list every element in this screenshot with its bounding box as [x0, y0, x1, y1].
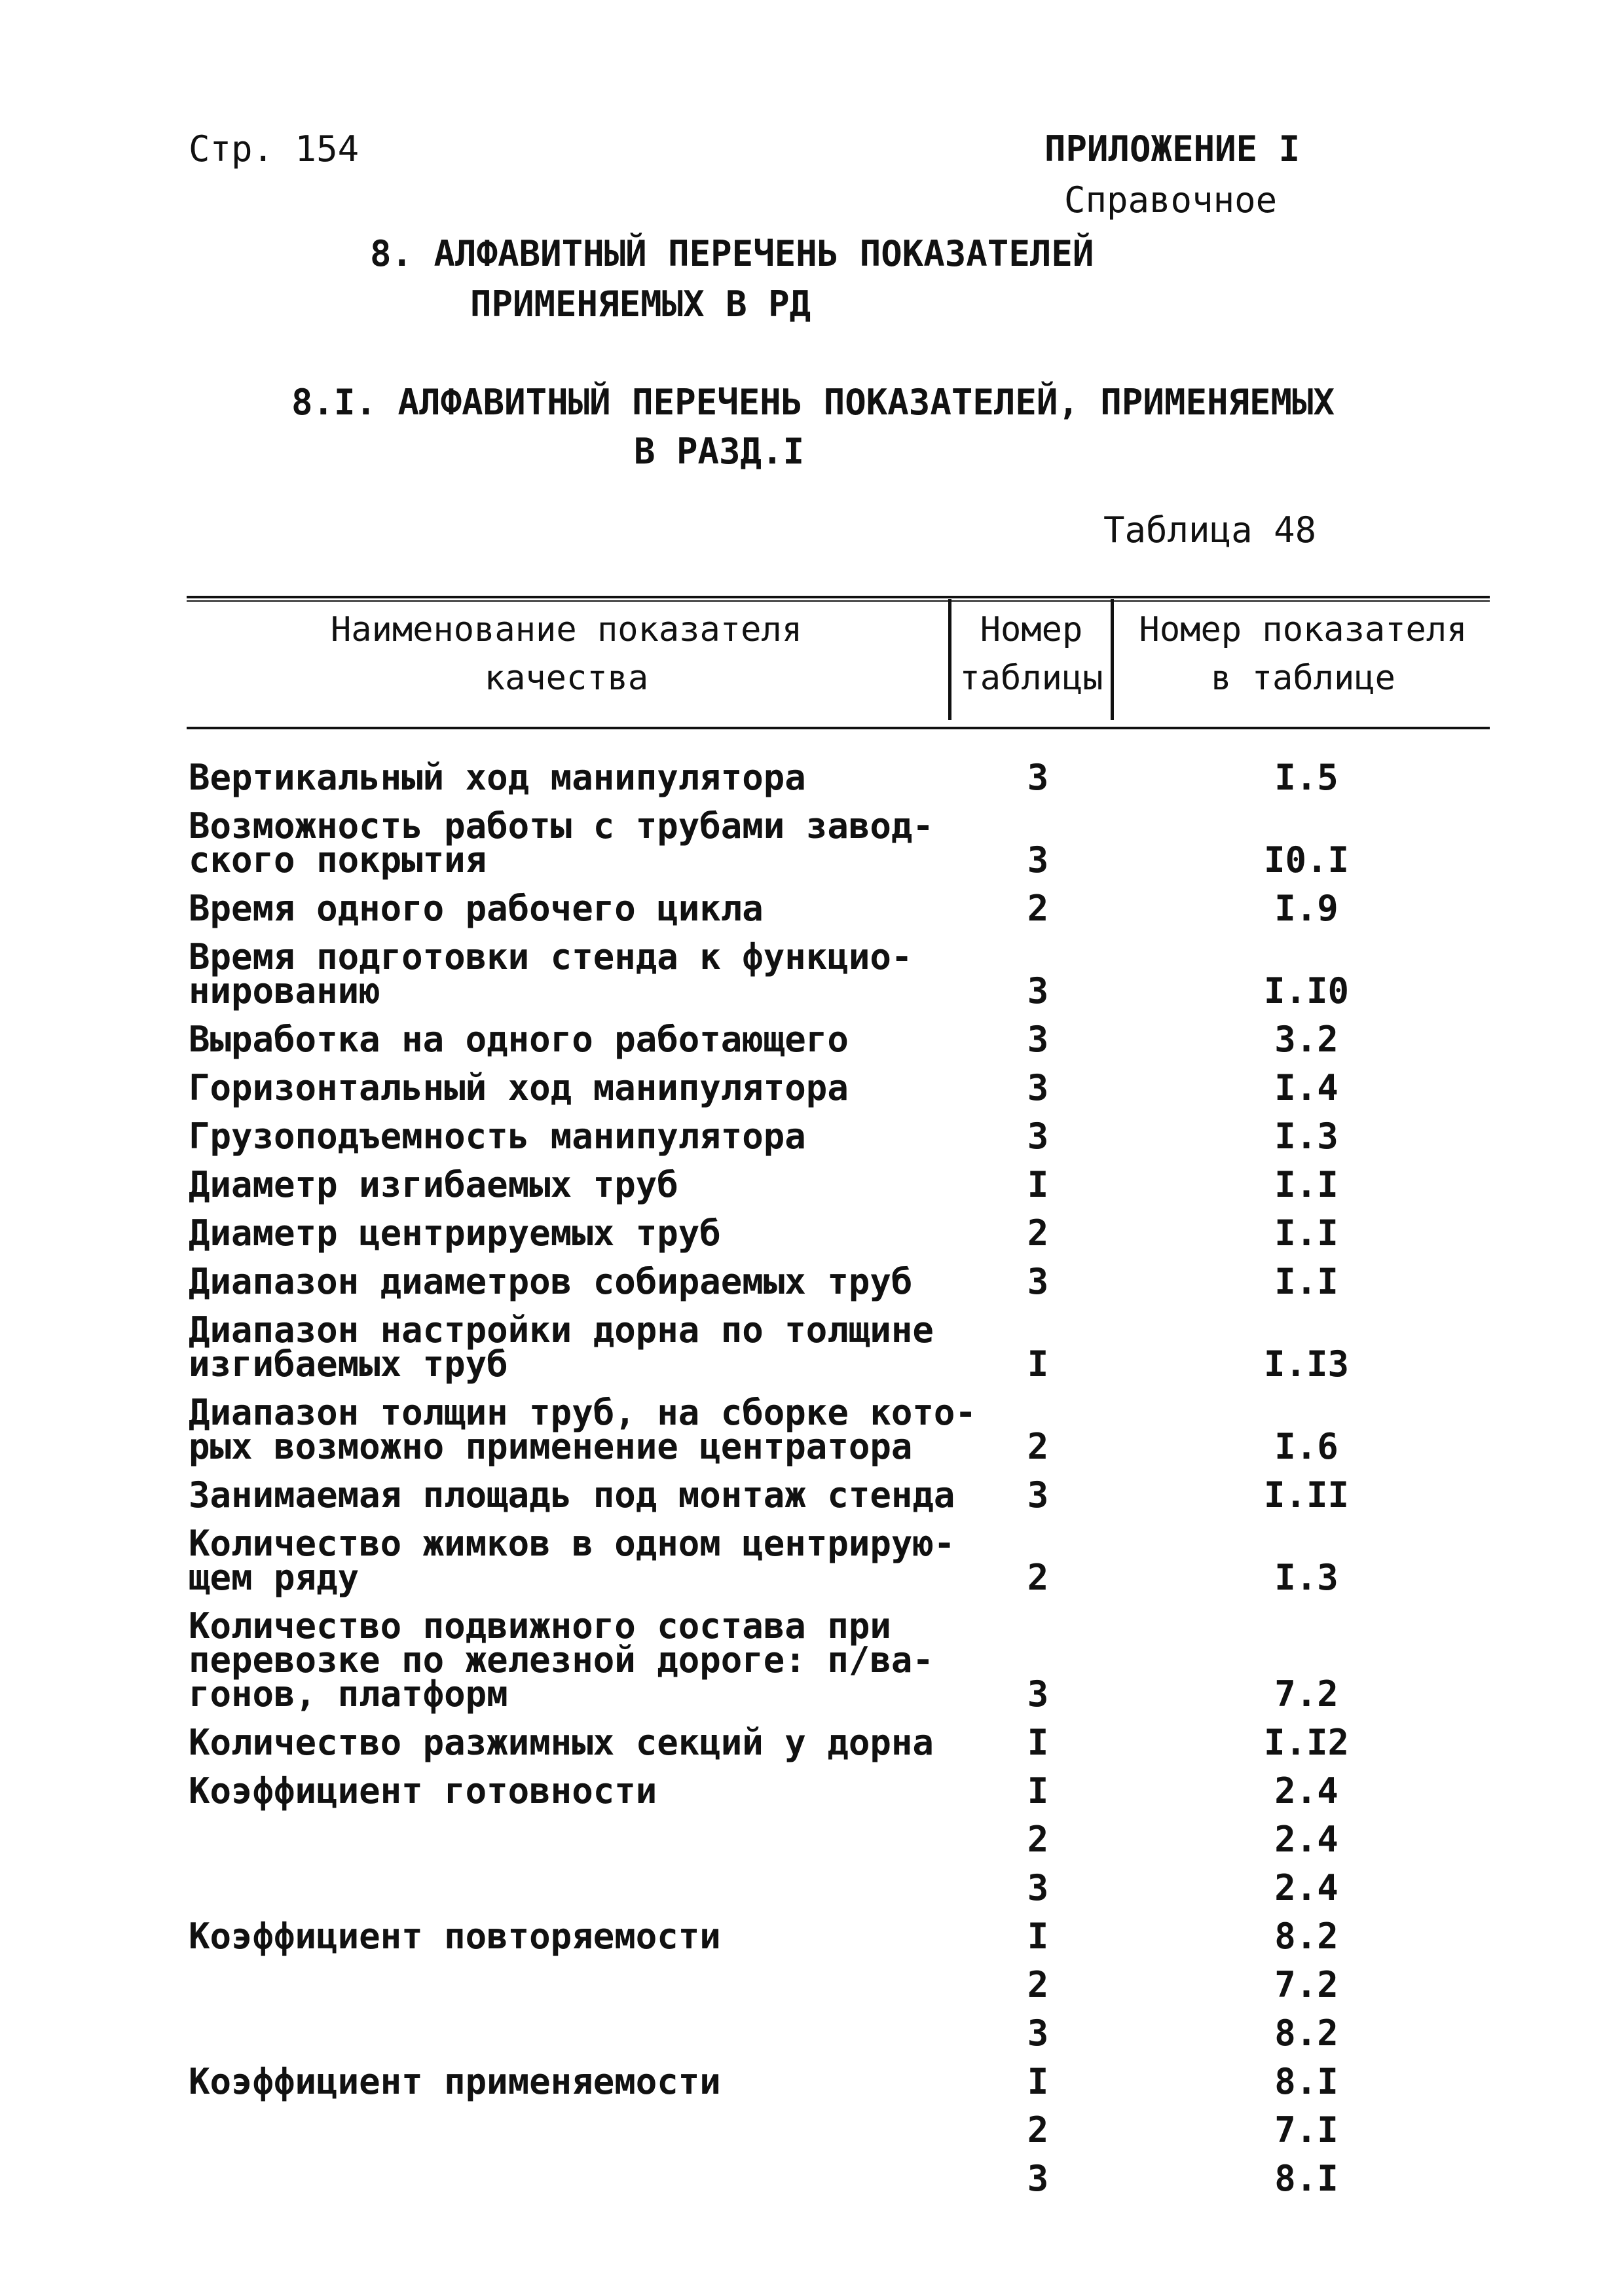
table-number: 3 — [1027, 1261, 1049, 1302]
indicator-number: I.3 — [1274, 1116, 1338, 1157]
table-number: I — [1027, 1770, 1049, 1812]
indicator-name: Горизонтальный ход манипулятора — [189, 1067, 849, 1108]
indicator-number: I.I — [1274, 1164, 1338, 1205]
table-top-rule-thin — [187, 600, 1490, 602]
table-number: 3 — [1027, 970, 1049, 1011]
table-number: I — [1027, 1722, 1049, 1763]
indicator-number: I.I0 — [1263, 970, 1350, 1011]
indicator-number: 7.2 — [1274, 1964, 1338, 2005]
indicator-number: 2.4 — [1274, 1819, 1338, 1860]
indicator-number: I.I — [1274, 1212, 1338, 1254]
indicator-name: рых возможно применение центратора — [189, 1426, 913, 1467]
indicator-number: I.I — [1274, 1261, 1338, 1302]
header-indicator-no-line1: Номер показателя — [1139, 610, 1467, 649]
table-number: 3 — [1027, 1474, 1049, 1516]
indicator-number: I.I3 — [1263, 1343, 1350, 1385]
indicator-number: 7.2 — [1274, 1673, 1338, 1715]
indicator-name: Коэффициент повторяемости — [189, 1916, 721, 1957]
indicator-name: Коэффициент готовности — [189, 1770, 657, 1812]
indicator-name: Возможность работы с трубами завод- — [189, 805, 934, 847]
indicator-name: Занимаемая площадь под монтаж стенда — [189, 1474, 955, 1516]
header-indicator-no-line2: в таблице — [1211, 659, 1395, 698]
section-title-line2: ПРИМЕНЯЕМЫХ В РД — [470, 283, 811, 325]
indicator-name: Количество подвижного состава при — [189, 1605, 891, 1647]
table-number: 3 — [1027, 757, 1049, 798]
indicator-number: I.6 — [1274, 1426, 1338, 1467]
indicator-name: Диапазон диаметров собираемых труб — [189, 1261, 913, 1302]
header-name-line2: качества — [484, 659, 649, 698]
table-caption: Таблица 48 — [1103, 509, 1317, 551]
table-number: 2 — [1027, 1426, 1049, 1467]
indicator-name: Количество разжимных секций у дорна — [189, 1722, 934, 1763]
indicator-name: ского покрытия — [189, 839, 487, 881]
table-number: 2 — [1027, 2109, 1049, 2151]
indicator-name: Выработка на одного работающего — [189, 1019, 849, 1060]
indicator-name: Вертикальный ход манипулятора — [189, 757, 806, 798]
header-divider-right — [1111, 599, 1114, 720]
indicator-name: Диаметр центрируемых труб — [189, 1212, 721, 1254]
table-number: I — [1027, 2061, 1049, 2102]
header-table-no-line2: таблицы — [959, 659, 1103, 698]
header-name-line1: Наименование показателя — [330, 610, 803, 649]
indicator-number: 8.I — [1274, 2158, 1338, 2199]
indicator-name: Диаметр изгибаемых труб — [189, 1164, 678, 1205]
table-number: 3 — [1027, 839, 1049, 881]
table-number: 3 — [1027, 1019, 1049, 1060]
indicator-number: I0.I — [1263, 839, 1350, 881]
indicator-name: Время подготовки стенда к функцио- — [189, 936, 913, 977]
indicator-name: изгибаемых труб — [189, 1343, 508, 1385]
table-number: 3 — [1027, 1067, 1049, 1108]
indicator-name: перевозке по железной дороге: п/ва- — [189, 1639, 934, 1681]
indicator-name: щем ряду — [189, 1557, 360, 1598]
indicator-number: I.I2 — [1263, 1722, 1350, 1763]
indicator-number: 3.2 — [1274, 1019, 1338, 1060]
indicator-number: 7.I — [1274, 2109, 1338, 2151]
indicator-name: Количество жимков в одном центрирую- — [189, 1523, 955, 1564]
table-number: I — [1027, 1164, 1049, 1205]
table-number: 3 — [1027, 2013, 1049, 2054]
subsection-title-line1: 8.I. АЛФАВИТНЫЙ ПЕРЕЧЕНЬ ПОКАЗАТЕЛЕЙ, ПРИМЕНЯЕМЫХ — [291, 382, 1335, 423]
table-number: 2 — [1027, 1964, 1049, 2005]
header-divider-left — [948, 599, 951, 720]
indicator-number: 8.2 — [1274, 2013, 1338, 2054]
indicator-number: I.II — [1263, 1474, 1350, 1516]
subsection-title-line2: В РАЗД.I — [634, 431, 805, 472]
indicator-name: Время одного рабочего цикла — [189, 888, 764, 929]
table-number: 2 — [1027, 1212, 1049, 1254]
page-number: Стр. 154 — [189, 128, 360, 170]
appendix-kind: Справочное — [1064, 179, 1278, 221]
table-number: 3 — [1027, 1867, 1049, 1908]
table-number: 3 — [1027, 2158, 1049, 2199]
table-number: I — [1027, 1343, 1049, 1385]
indicator-name: Диапазон толщин труб, на сборке кото- — [189, 1392, 976, 1433]
table-number: 2 — [1027, 1819, 1049, 1860]
indicator-number: I.4 — [1274, 1067, 1338, 1108]
header-table-no-line1: Номер — [980, 610, 1083, 649]
indicator-number: I.3 — [1274, 1557, 1338, 1598]
appendix-label: ПРИЛОЖЕНИЕ I — [1044, 128, 1301, 170]
indicator-number: 8.2 — [1274, 1916, 1338, 1957]
table-number: 3 — [1027, 1673, 1049, 1715]
indicator-number: 2.4 — [1274, 1867, 1338, 1908]
indicator-number: I.5 — [1274, 757, 1338, 798]
table-number: 2 — [1027, 888, 1049, 929]
indicator-name: Коэффициент применяемости — [189, 2061, 721, 2102]
table-number: 2 — [1027, 1557, 1049, 1598]
table-number: I — [1027, 1916, 1049, 1957]
table-header-rule — [187, 727, 1490, 729]
indicator-name: нированию — [189, 970, 380, 1011]
table-top-rule — [187, 596, 1490, 598]
indicator-number: 2.4 — [1274, 1770, 1338, 1812]
indicator-number: 8.I — [1274, 2061, 1338, 2102]
indicator-name: гонов, платформ — [189, 1673, 508, 1715]
indicator-name: Грузоподъемность манипулятора — [189, 1116, 806, 1157]
table-number: 3 — [1027, 1116, 1049, 1157]
indicator-name: Диапазон настройки дорна по толщине — [189, 1309, 934, 1351]
indicator-number: I.9 — [1274, 888, 1338, 929]
section-title-line1: 8. АЛФАВИТНЫЙ ПЕРЕЧЕНЬ ПОКАЗАТЕЛЕЙ — [370, 233, 1094, 274]
